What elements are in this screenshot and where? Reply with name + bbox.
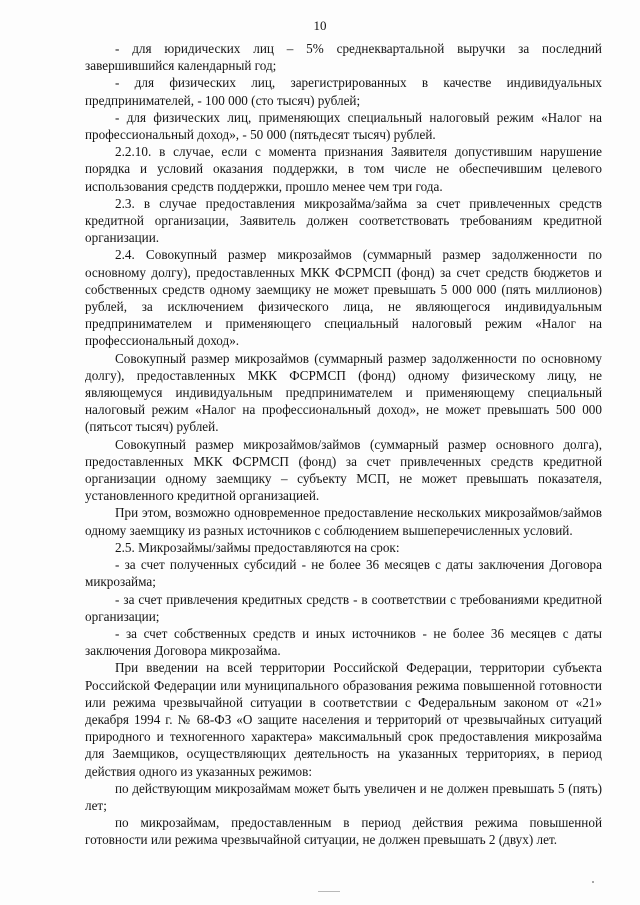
paragraph-2-4: 2.4. Совокупный размер микрозаймов (суммарный размер задолженности по основному долгу), предоставленных МКК ФСРМСП (фонд) за счет средств бюджетов и собственных средств одному заемщику не может превышать 5 000 000 (пять миллионов) рублей, за исключением физического лица, не являющегося индивидуальным предпринимателем и применяющего специальный налоговый режим «Налог на профессиональный доход». [85, 247, 602, 349]
paragraph-term-subsidies: - за счет полученных субсидий - не более 36 месяцев с даты заключения Договора микрозайма; [85, 557, 602, 590]
paragraph-term-credit-funds: - за счет привлечения кредитных средств - в соответствии с требованиями кредитной организации; [85, 591, 602, 624]
paragraph-emergency-regime: При введении на всей территории Российской Федерации, территории субъекта Российской Федерации или муниципального образования режима повышенной готовности или режима чрезвычайной ситуации в соответствии с Федеральным законом от «21» декабря 1994 г. № 68-ФЗ «О защите населения и территорий от чрезвычайных ситуаций природного и техногенного характера» максимальный срок предоставления микрозайма для Заемщиков, осуществляющих деятельность на указанных территориях, в период действия одного из указанных режимов: [85, 660, 602, 779]
paragraph-self-employed-limit: - для физических лиц, применяющих специальный налоговый режим «Налог на профессиональный доход», - 50 000 (пятьдесят тысяч) рублей. [85, 109, 602, 143]
paragraph-2-2-10: 2.2.10. в случае, если с момента признания Заявителя допустившим нарушение порядка и условий оказания поддержки, в том числе не обеспечившим целевого использования средств поддержки, прошло менее чем три года. [85, 144, 602, 194]
paragraph-individual-total-limit: Совокупный размер микрозаймов (суммарный размер задолженности по основному долгу), предоставленных МКК ФСРМСП (фонд) одному физическому лицу, не являющемуся индивидуальным предпринимателем и применяющему специальный налоговый режим «Налог на профессиональный доход», не может превышать 500 000 (пятьсот тысяч) рублей. [85, 350, 602, 435]
page-number: 10 [313, 18, 327, 33]
document-body [85, 40, 602, 849]
scan-artifact-mark [318, 891, 340, 892]
paragraph-legal-entities-limit: - для юридических лиц – 5% среднеквартальной выручки за последний завершившийся календарный год; [85, 41, 602, 74]
paragraph-existing-loans-term: по действующим микрозаймам может быть увеличен и не должен превышать 5 (пять) лет; [85, 780, 602, 813]
paragraph-new-loans-term: по микрозаймам, предоставленным в период действия режима повышенной готовности или режима чрезвычайной ситуации, не должен превышать 2 (двух) лет. [85, 815, 602, 848]
paragraph-entrepreneurs-limit: - для физических лиц, зарегистрированных в качестве индивидуальных предпринимателей, - 100 000 (сто тысяч) рублей; [85, 75, 602, 108]
scan-artifact-dot [592, 881, 594, 883]
paragraph-2-5: 2.5. Микрозаймы/займы предоставляются на срок: [115, 539, 400, 555]
paragraph-simultaneous-loans: При этом, возможно одновременное предоставление нескольких микрозаймов/займов одному заемщику из разных источников с соблюдением вышеперечисленных условий. [85, 505, 602, 538]
paragraph-2-3: 2.3. в случае предоставления микрозайма/займа за счет привлеченных средств кредитной организации, Заявитель должен соответствовать требованиям кредитной организации. [85, 195, 602, 246]
paragraph-credit-org-total-limit: Совокупный размер микрозаймов/займов (суммарный размер основного долга), предоставленных МКК ФСРМСП (фонд) за счет привлеченных средств кредитной организации одному заемщику – субъекту МСП, не может превышать показателя, установленного кредитной организацией. [85, 436, 602, 504]
paragraph-term-own-funds: - за счет собственных средств и иных источников - не более 36 месяцев с даты заключения Договора микрозайма. [85, 625, 602, 659]
